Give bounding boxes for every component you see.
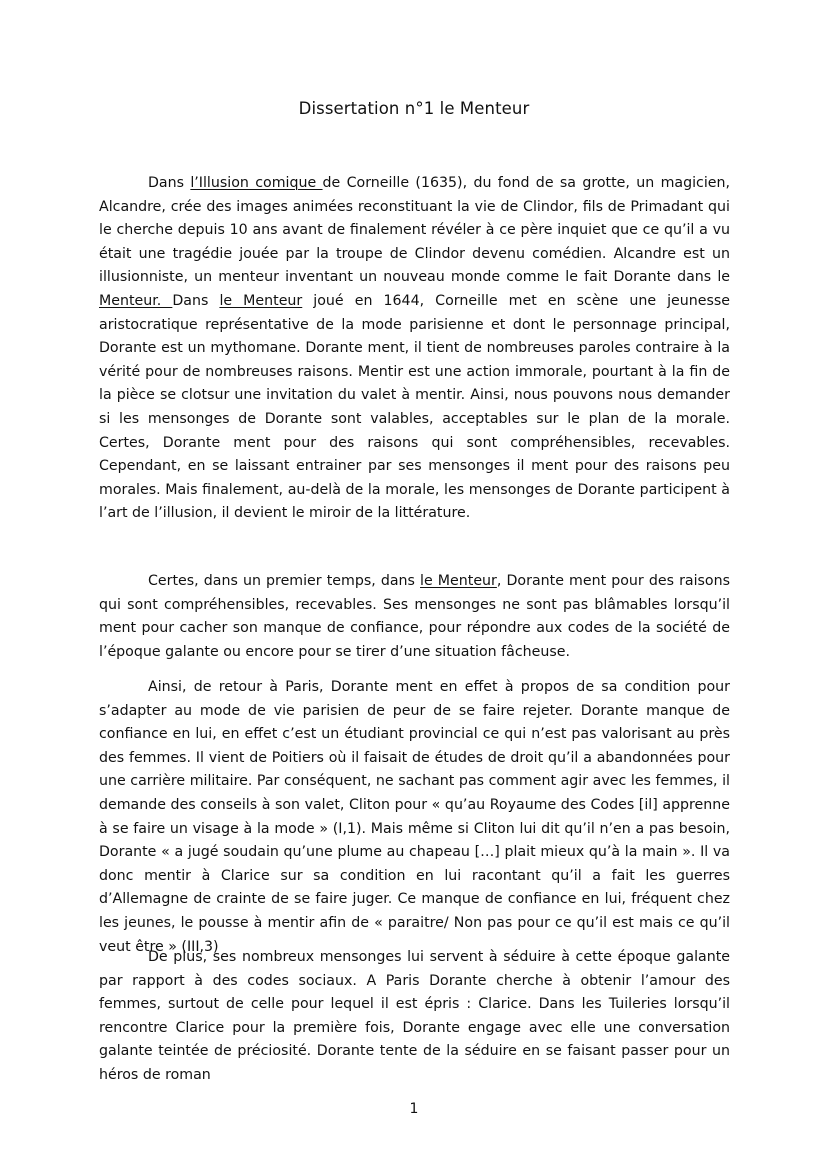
- page-title: Dissertation n°1 le Menteur: [298, 99, 530, 118]
- page-number: 1: [409, 1101, 419, 1117]
- paragraph-part-one-intro: [99, 570, 730, 664]
- p1-text-c: Dans: [172, 292, 220, 309]
- paragraph-seduction: De plus, ses nombreux mensonges lui servent à séduire à cette époque galante par rapport à des codes sociaux. A Paris Dorante cherche à obtenir l’amour des femmes, surtout de celle pour lequel il est épris : Clarice. Dans les Tuileries lorsqu’il rencontre Clarice pour la première fois, Dorante engage avec elle une conversation galante teintée de préciosité. Dorante tente de la séduire en se faisant passer pour un héros de roman: [99, 949, 730, 1083]
- work-title-menteur: Menteur.: [99, 292, 173, 309]
- p2-text-a: Certes, dans un premier temps, dans: [148, 573, 421, 589]
- paragraph-introduction: [99, 172, 730, 526]
- work-title-le-menteur-2: le Menteur: [420, 573, 497, 589]
- p1-text-b: de Corneille (1635), du fond de sa grotte, un magicien, Alcandre, crée des images animées reconstituant la vie de Clindor, fils de Primadant qui le cherche depuis 10 ans avant de finalement révéler à ce père inquiet que ce qu’il a vu était une tragédie jouée par la troupe de Clindor devenu comédien. Alcandre est un illusionniste, un menteur inventant un nouveau monde comme le fait Dorante dans le: [99, 175, 731, 286]
- work-title-le-menteur: le Menteur: [219, 292, 303, 309]
- paragraph-confidence: Ainsi, de retour à Paris, Dorante ment en effet à propos de sa condition pour s’adapter au mode de vie parisien de peur de se faire rejeter. Dorante manque de confiance en lui, en effet c’est un étudiant provincial ce qui n’est pas valorisant au près des femmes. Il vient de Poitiers où il faisait de études de droit qu’il a abandonnées pour une carrière militaire. Par conséquent, ne sachant pas comment agir avec les femmes, il demande des conseils à son valet, Cliton pour « qu’au Royaume des Codes [il] apprenne à se faire un visage à la mode » (I,1). Mais même si Cliton lui dit qu’il n’en a pas besoin, Dorante « a jugé soudain qu’une plume au chapeau […] plait mieux qu’à la main ». Il va donc mentir à Clarice sur sa condition en lui racontant qu’il a fait les guerres d’Allemagne de crainte de se faire juger. Ce manque de confiance en lui, fréquent chez les jeunes, le pousse à mentir afin de « paraitre/ Non pas pour ce qu’il est mais ce qu’il veut être » (III,3): [99, 679, 730, 955]
- p1-text-d: joué en 1644, Corneille met en scène une jeunesse aristocratique représentative de la mode parisienne et dont le personnage principal, Dorante est un mythomane. Dorante ment, il tient de nombreuses paroles contraire à la vérité pour de nombreuses raisons. Mentir est une action immorale, pourtant à la fin de la pièce se clotsur une invitation du valet à mentir. Ainsi, nous pouvons nous demander si les mensonges de Dorante sont valables, acceptables sur le plan de la morale. Certes, Dorante ment pour des raisons qui sont compréhensibles, recevables. Cependant, en se laissant entrainer par ses mensonges il ment pour des raisons peu morales. Mais finalement, au-delà de la morale, les mensonges de Dorante participent à l’art de l’illusion, il devient le miroir de la littérature.: [99, 292, 731, 522]
- p2-text-b: , Dorante ment pour des raisons qui sont compréhensibles, recevables. Ses mensonges ne sont pas blâmables lorsqu’il ment pour cacher son manque de confiance, pour répondre aux codes de la société de l’époque galante ou encore pour se tirer d’une situation fâcheuse.: [99, 573, 730, 660]
- p1-text-a: Dans: [148, 175, 191, 191]
- work-title-illusion-comique: l’Illusion comique: [190, 175, 323, 191]
